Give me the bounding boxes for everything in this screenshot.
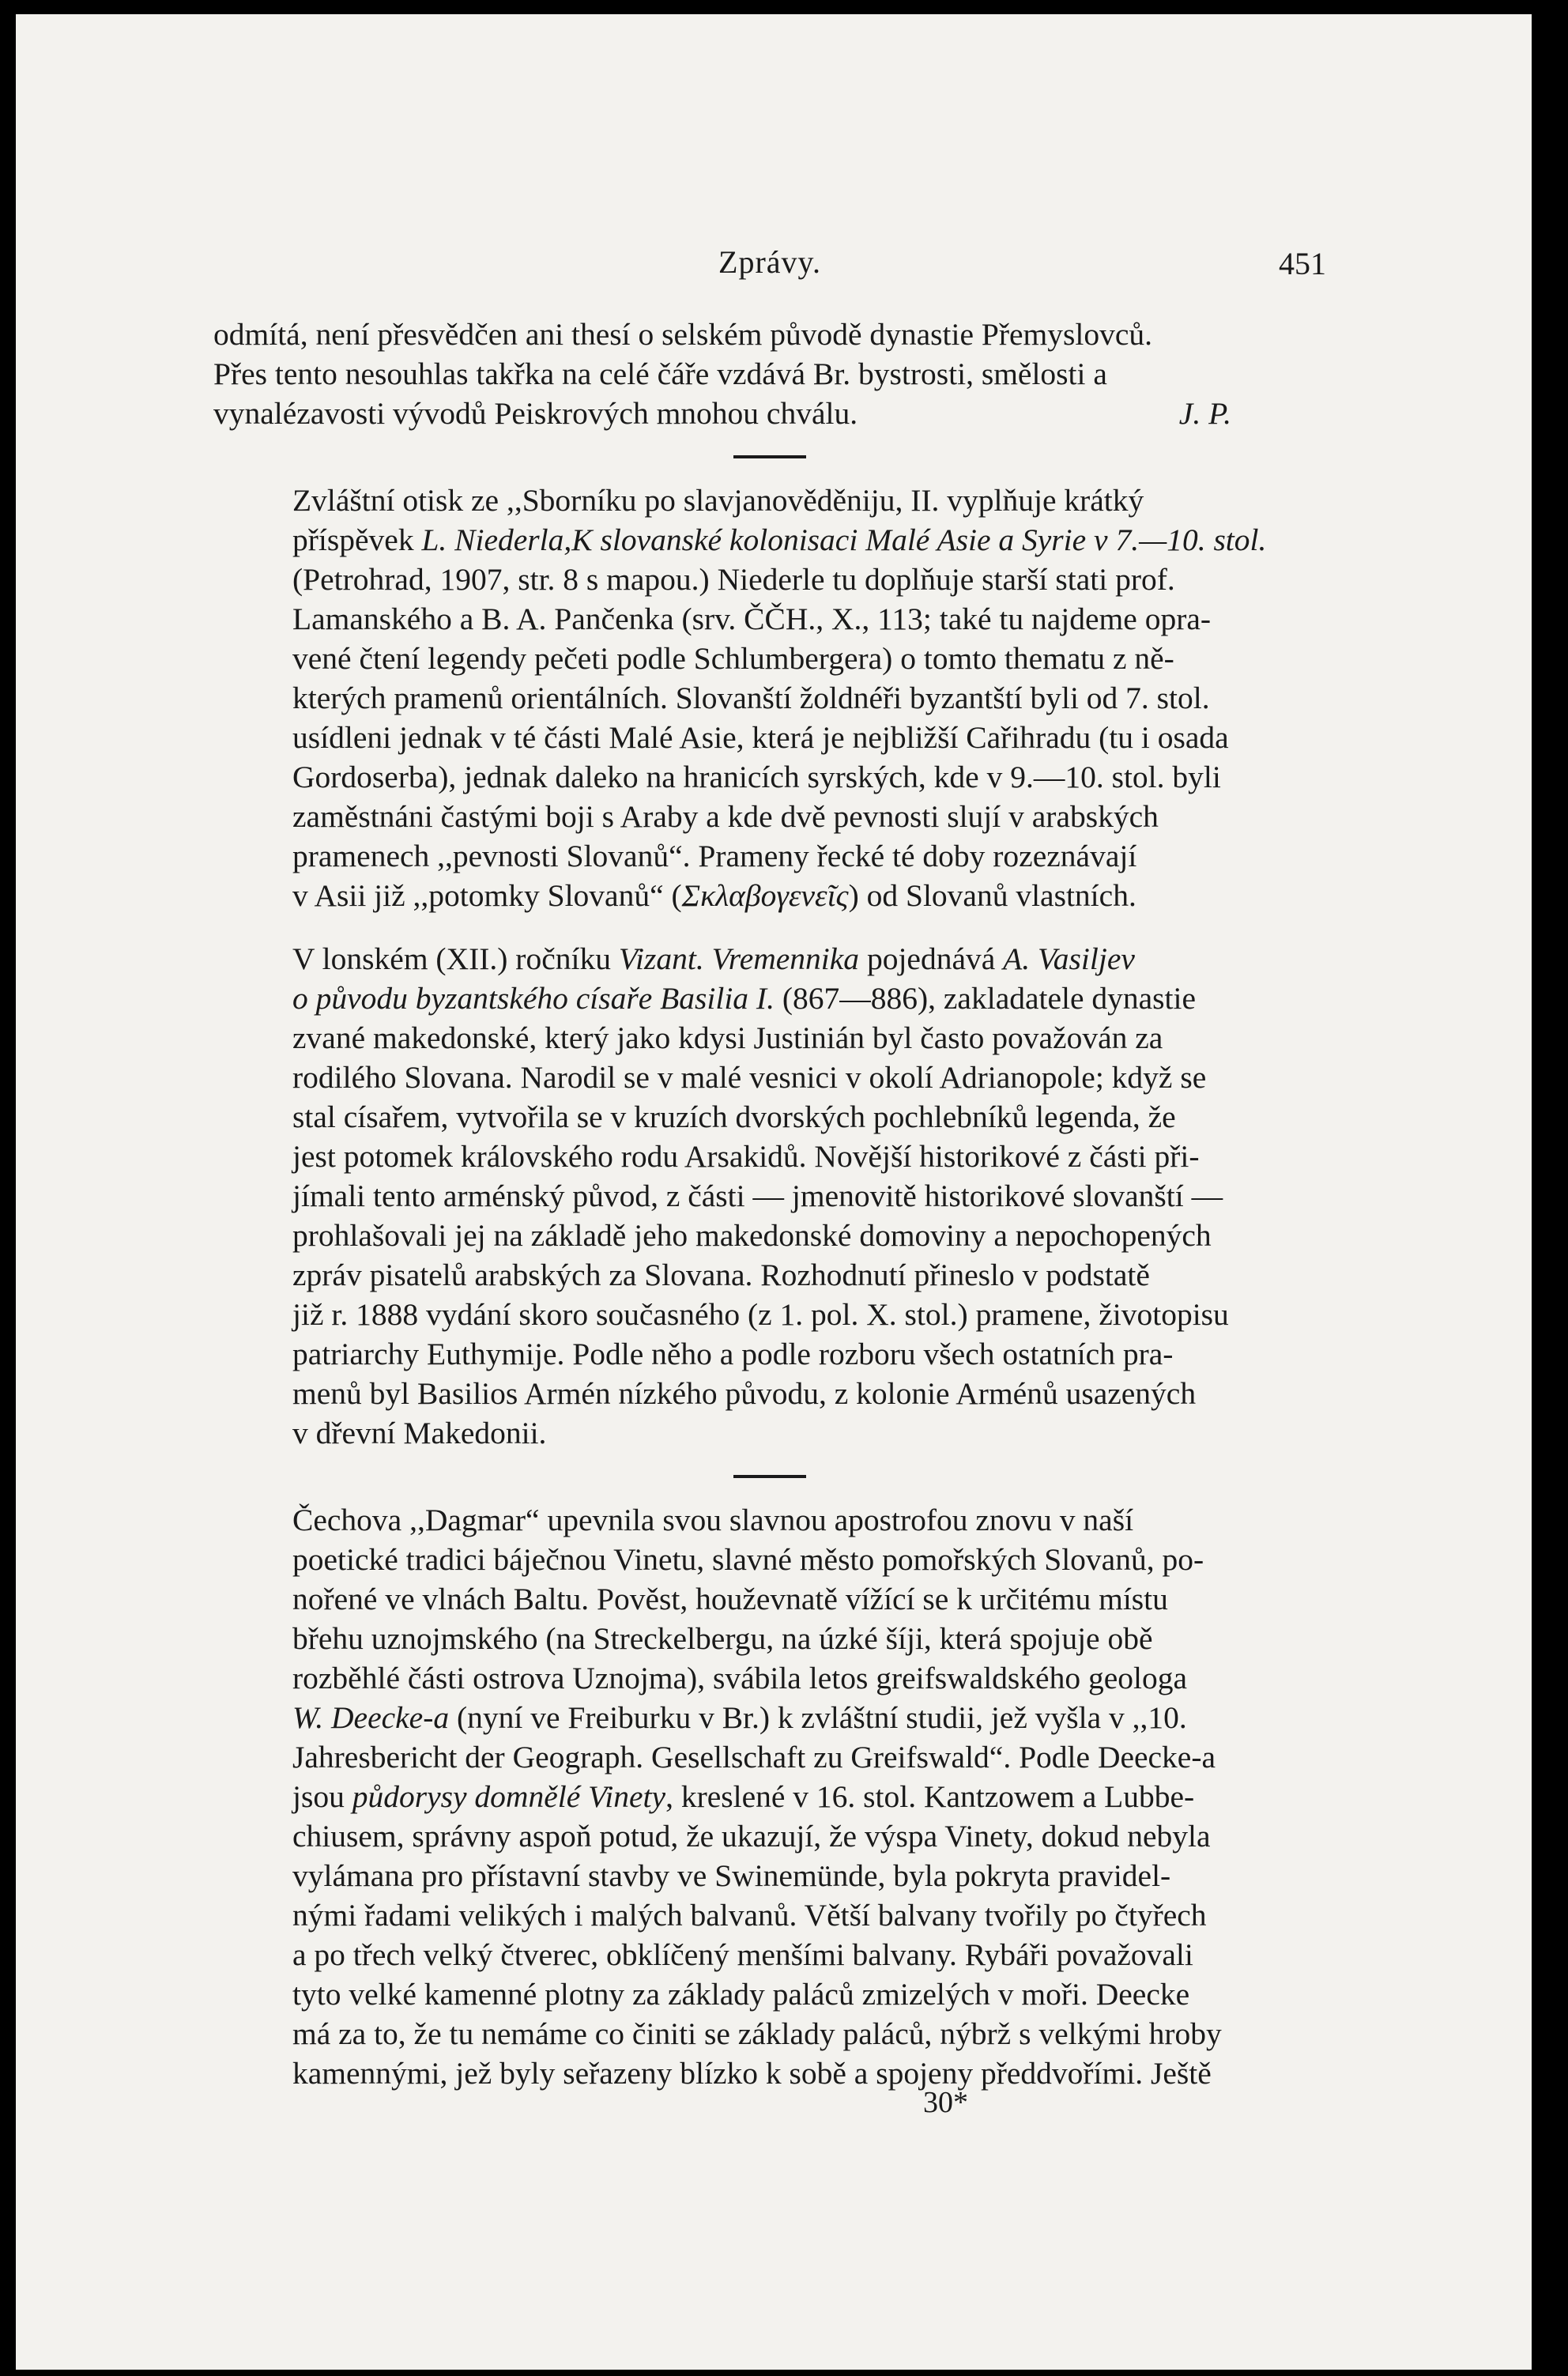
journal-title: Vizant. Vremennika	[618, 941, 860, 976]
text-line: stal císařem, vytvořila se v kruzích dvorských pochlebníků legenda, že	[292, 1099, 1176, 1134]
text-line: má za to, že tu nemáme co činiti se základy paláců, nýbrž s velkými hroby	[292, 2016, 1222, 2051]
text-run: v Asii již ,,potomky Slovanů“ (	[292, 878, 682, 913]
text-line: Přes tento nesouhlas takřka na celé čáře vzdává Br. bystrosti, smělosti a	[213, 356, 1107, 391]
page-sheet	[16, 14, 1532, 2370]
citation-title: L. Niederla,K slovanské kolonisaci Malé Asie a Syrie v 7.—10. stol.	[421, 522, 1267, 557]
page-number: 451	[1279, 246, 1326, 281]
text-run: , kreslené v 16. stol. Kantzowem a Lubbe-	[665, 1779, 1195, 1814]
section-divider	[733, 1475, 806, 1478]
greek-term: Σκλαβογενεῖς	[681, 878, 849, 913]
text-line: již r. 1888 vydání skoro současného (z 1. pol. X. stol.) pramene, životopisu	[292, 1297, 1229, 1332]
text-line	[213, 939, 1326, 979]
text-run: ) od Slovanů vlastních.	[848, 878, 1136, 913]
signature-mark: 30*	[923, 2086, 968, 2119]
page-header	[213, 243, 1326, 315]
text-line: patriarchy Euthymije. Podle něho a podle rozboru všech ostatních pra-	[292, 1337, 1174, 1371]
text-line: chiusem, správny aspoň potud, že ukazují, že výspa Vinety, dokud nebyla	[292, 1819, 1211, 1854]
text-line: Lamanského a B. A. Pančenka (srv. ČČH., X., 113; také tu najdeme opra-	[292, 602, 1212, 636]
text-run: (867—886), zakladatele dynastie	[774, 981, 1197, 1016]
text-line	[213, 876, 1326, 915]
author-signature: J. P.	[1178, 396, 1231, 431]
text-line	[213, 394, 1326, 433]
text-line-content: vynalézavosti vývodů Peiskrových mnohou chválu.	[213, 396, 858, 431]
paragraph-vineta	[213, 1500, 1326, 2093]
text-line: rodilého Slovana. Narodil se v malé vesnici v okolí Adrianopole; když se	[292, 1060, 1207, 1095]
text-line: vylámana pro přístavní stavby ve Swinemünde, byla pokryta pravidel-	[292, 1858, 1171, 1893]
text-line: kamennými, jež byly seřazeny blízko k sobě a spojeny předdvořími. Ještě	[292, 2056, 1212, 2091]
text-run: jsou	[292, 1779, 352, 1814]
text-line: Gordoserba), jednak daleko na hranicích syrských, kde v 9.—10. stol. byli	[292, 760, 1221, 794]
section-divider	[733, 455, 806, 458]
text-line: nými řadami velikých i malých balvanů. Větší balvany tvořily po čtyřech	[292, 1898, 1207, 1933]
text-line: odmítá, není přesvědčen ani thesí o selském původě dynastie Přemyslovců.	[213, 317, 1153, 352]
text-line: nořené ve vlnách Baltu. Pověst, houževnatě vížící se k určitému místu	[292, 1582, 1168, 1616]
paragraph-peisker-review	[213, 315, 1326, 433]
author-name: A. Vasiljev	[1003, 941, 1135, 976]
spacer	[213, 915, 1326, 939]
text-line: poetické tradici báječnou Vinetu, slavné město pomořských Slovanů, po-	[292, 1542, 1204, 1577]
text-block	[213, 243, 1326, 2093]
paragraph-vasiljev	[213, 939, 1326, 1453]
paragraph-niederle	[213, 481, 1326, 915]
citation-title: půdorysy domnělé Vinety	[352, 1779, 666, 1814]
text-line	[213, 520, 1326, 560]
text-line: usídleni jednak v té části Malé Asie, která je nejbližší Cařihradu (tu i osada	[292, 720, 1229, 755]
text-line: zaměstnáni častými boji s Araby a kde dvě pevnosti slují v arabských	[292, 799, 1159, 834]
text-line	[213, 1777, 1326, 1816]
citation-title: o původu byzantského císaře Basilia I.	[292, 981, 775, 1016]
text-line: (Petrohrad, 1907, str. 8 s mapou.) Niederle tu doplňuje starší stati prof.	[292, 562, 1175, 597]
text-line: břehu uznojmského (na Streckelbergu, na úzké šíji, která spojuje obě	[292, 1621, 1153, 1656]
text-run: V lonském (XII.) ročníku	[292, 941, 619, 976]
text-line: pramenech ,,pevnosti Slovanů“. Prameny řecké té doby rozeznávají	[292, 839, 1137, 873]
text-line: Zvláštní otisk ze ,,Sborníku po slavjanověděniju, II. vyplňuje krátký	[292, 483, 1144, 518]
text-line: Čechova ,,Dagmar“ upevnila svou slavnou apostrofou znovu v naší	[292, 1503, 1134, 1537]
text-line: tyto velké kamenné plotny za základy paláců zmizelých v moři. Deecke	[292, 1977, 1190, 2012]
text-line: zpráv pisatelů arabských za Slovana. Rozhodnutí přineslo v podstatě	[292, 1258, 1150, 1292]
text-line: zvané makedonské, který jako kdysi Justinián byl často považován za	[292, 1020, 1163, 1055]
author-name: W. Deecke-a	[292, 1700, 450, 1735]
text-line: prohlašovali jej na základě jeho makedonské domoviny a nepochopených	[292, 1218, 1212, 1253]
text-line: Jahresbericht der Geograph. Gesellschaft zu Greifswald“. Podle Deecke-a	[292, 1740, 1216, 1774]
text-line	[213, 979, 1326, 1018]
text-run: pojednává	[859, 941, 1004, 976]
text-run: (nyní ve Freiburku v Br.) k zvláštní studii, jež vyšla v ,,10.	[449, 1700, 1187, 1735]
running-title: Zprávy.	[718, 244, 821, 280]
text-line: menů byl Basilios Armén nízkého původu, z kolonie Arménů usazených	[292, 1376, 1197, 1411]
text-line: rozběhlé části ostrova Uznojma), svábila letos greifswaldského geologa	[292, 1661, 1187, 1695]
text-line: a po třech velký čtverec, obklíčený menšími balvany. Rybáři považovali	[292, 1937, 1193, 1972]
text-line: jímali tento arménský původ, z části — jmenovitě historikové slovanští —	[292, 1179, 1223, 1213]
text-line: v dřevní Makedonii.	[292, 1416, 547, 1450]
text-line: vené čtení legendy pečeti podle Schlumbergera) o tomto thematu z ně-	[292, 641, 1174, 676]
text-line	[213, 1698, 1326, 1737]
text-line: jest potomek královského rodu Arsakidů. Novější historikové z části při-	[292, 1139, 1200, 1174]
text-line: kterých pramenů orientálních. Slovanští žoldnéři byzantští byli od 7. stol.	[292, 681, 1210, 715]
text-run: příspěvek	[292, 522, 422, 557]
